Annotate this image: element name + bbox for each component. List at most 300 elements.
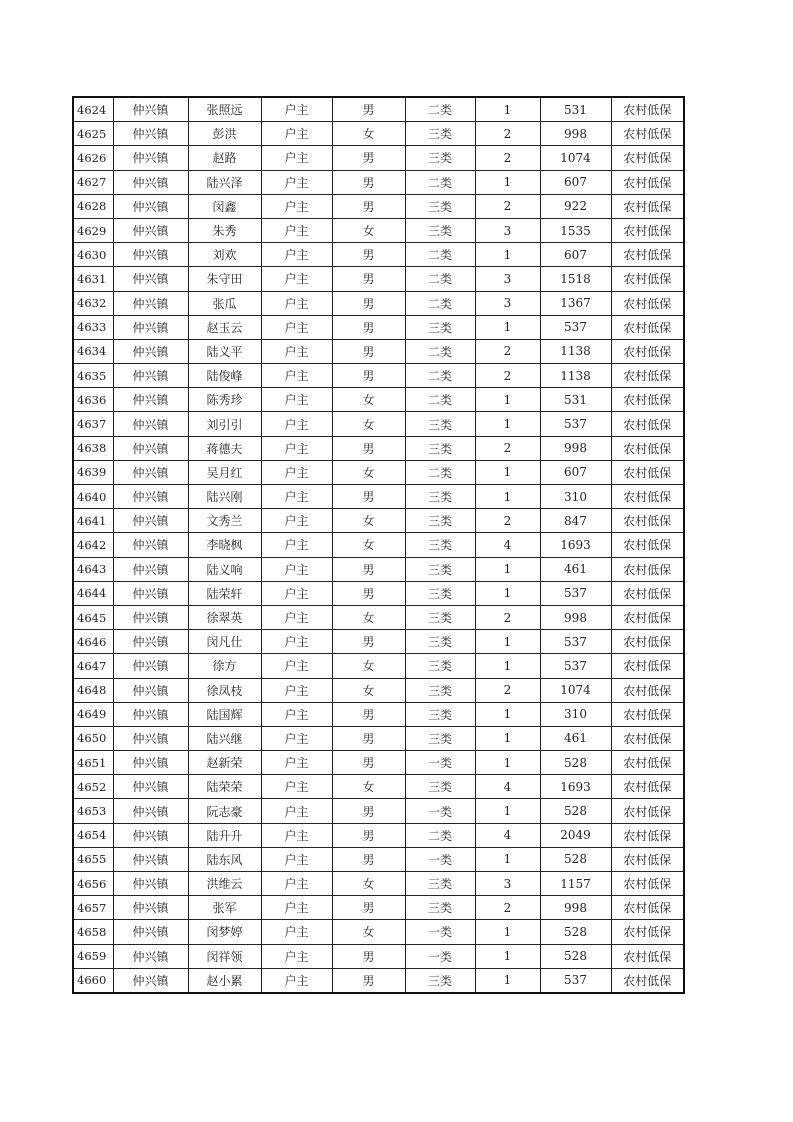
cell-household-size: 2 bbox=[475, 436, 540, 460]
cell-amount: 1074 bbox=[540, 146, 611, 170]
cell-household-size: 1 bbox=[475, 315, 540, 339]
cell-row-number: 4646 bbox=[73, 630, 113, 654]
cell-household-size: 1 bbox=[475, 557, 540, 581]
roster-table bbox=[72, 96, 685, 994]
cell-row-number: 4639 bbox=[73, 460, 113, 484]
cell-row-number: 4648 bbox=[73, 678, 113, 702]
table-row bbox=[73, 944, 684, 968]
cell-assistance-type: 农村低保 bbox=[611, 726, 684, 750]
cell-town: 仲兴镇 bbox=[113, 291, 188, 315]
cell-name: 闵凡仕 bbox=[188, 630, 261, 654]
cell-name: 陆俊峰 bbox=[188, 364, 261, 388]
cell-relation: 户主 bbox=[261, 847, 332, 871]
cell-category: 三类 bbox=[405, 194, 475, 218]
cell-assistance-type: 农村低保 bbox=[611, 872, 684, 896]
cell-assistance-type: 农村低保 bbox=[611, 968, 684, 993]
cell-amount: 607 bbox=[540, 243, 611, 267]
cell-name: 文秀兰 bbox=[188, 509, 261, 533]
cell-household-size: 3 bbox=[475, 872, 540, 896]
cell-gender: 男 bbox=[332, 896, 405, 920]
cell-relation: 户主 bbox=[261, 485, 332, 509]
cell-name: 赵路 bbox=[188, 146, 261, 170]
cell-name: 闵梦婷 bbox=[188, 920, 261, 944]
cell-gender: 女 bbox=[332, 775, 405, 799]
cell-household-size: 1 bbox=[475, 968, 540, 993]
cell-relation: 户主 bbox=[261, 533, 332, 557]
cell-household-size: 2 bbox=[475, 194, 540, 218]
cell-town: 仲兴镇 bbox=[113, 97, 188, 122]
cell-household-size: 1 bbox=[475, 97, 540, 122]
cell-category: 三类 bbox=[405, 678, 475, 702]
cell-row-number: 4638 bbox=[73, 436, 113, 460]
cell-row-number: 4640 bbox=[73, 485, 113, 509]
cell-assistance-type: 农村低保 bbox=[611, 581, 684, 605]
cell-category: 二类 bbox=[405, 364, 475, 388]
cell-category: 一类 bbox=[405, 847, 475, 871]
cell-assistance-type: 农村低保 bbox=[611, 896, 684, 920]
cell-gender: 女 bbox=[332, 533, 405, 557]
cell-town: 仲兴镇 bbox=[113, 847, 188, 871]
cell-amount: 310 bbox=[540, 485, 611, 509]
cell-row-number: 4649 bbox=[73, 702, 113, 726]
cell-name: 刘欢 bbox=[188, 243, 261, 267]
cell-assistance-type: 农村低保 bbox=[611, 460, 684, 484]
cell-row-number: 4647 bbox=[73, 654, 113, 678]
cell-row-number: 4657 bbox=[73, 896, 113, 920]
cell-assistance-type: 农村低保 bbox=[611, 775, 684, 799]
cell-town: 仲兴镇 bbox=[113, 315, 188, 339]
cell-amount: 922 bbox=[540, 194, 611, 218]
cell-relation: 户主 bbox=[261, 896, 332, 920]
table-row bbox=[73, 751, 684, 775]
cell-name: 蒋德夫 bbox=[188, 436, 261, 460]
cell-category: 二类 bbox=[405, 823, 475, 847]
cell-household-size: 1 bbox=[475, 581, 540, 605]
cell-relation: 户主 bbox=[261, 968, 332, 993]
cell-gender: 女 bbox=[332, 872, 405, 896]
table-row bbox=[73, 267, 684, 291]
cell-gender: 男 bbox=[332, 751, 405, 775]
cell-category: 二类 bbox=[405, 460, 475, 484]
table-row bbox=[73, 654, 684, 678]
cell-amount: 998 bbox=[540, 605, 611, 629]
cell-category: 三类 bbox=[405, 557, 475, 581]
cell-gender: 男 bbox=[332, 315, 405, 339]
cell-household-size: 1 bbox=[475, 654, 540, 678]
cell-category: 三类 bbox=[405, 146, 475, 170]
cell-town: 仲兴镇 bbox=[113, 485, 188, 509]
cell-row-number: 4629 bbox=[73, 218, 113, 242]
cell-town: 仲兴镇 bbox=[113, 412, 188, 436]
cell-town: 仲兴镇 bbox=[113, 243, 188, 267]
table-row bbox=[73, 460, 684, 484]
cell-row-number: 4652 bbox=[73, 775, 113, 799]
cell-gender: 男 bbox=[332, 267, 405, 291]
cell-relation: 户主 bbox=[261, 823, 332, 847]
cell-name: 陆兴继 bbox=[188, 726, 261, 750]
cell-name: 闵祥领 bbox=[188, 944, 261, 968]
cell-name: 陆东风 bbox=[188, 847, 261, 871]
cell-name: 阮志豪 bbox=[188, 799, 261, 823]
cell-assistance-type: 农村低保 bbox=[611, 364, 684, 388]
cell-household-size: 3 bbox=[475, 291, 540, 315]
table-row bbox=[73, 605, 684, 629]
cell-category: 三类 bbox=[405, 509, 475, 533]
cell-category: 三类 bbox=[405, 218, 475, 242]
table-row bbox=[73, 726, 684, 750]
cell-amount: 528 bbox=[540, 920, 611, 944]
cell-category: 一类 bbox=[405, 799, 475, 823]
cell-name: 张瓜 bbox=[188, 291, 261, 315]
cell-assistance-type: 农村低保 bbox=[611, 291, 684, 315]
cell-town: 仲兴镇 bbox=[113, 436, 188, 460]
table-row bbox=[73, 557, 684, 581]
cell-town: 仲兴镇 bbox=[113, 630, 188, 654]
cell-household-size: 1 bbox=[475, 847, 540, 871]
cell-relation: 户主 bbox=[261, 460, 332, 484]
cell-amount: 1693 bbox=[540, 775, 611, 799]
cell-amount: 310 bbox=[540, 702, 611, 726]
cell-household-size: 1 bbox=[475, 485, 540, 509]
table-row bbox=[73, 509, 684, 533]
cell-town: 仲兴镇 bbox=[113, 654, 188, 678]
cell-assistance-type: 农村低保 bbox=[611, 146, 684, 170]
cell-relation: 户主 bbox=[261, 630, 332, 654]
cell-household-size: 1 bbox=[475, 726, 540, 750]
cell-amount: 1518 bbox=[540, 267, 611, 291]
cell-amount: 607 bbox=[540, 460, 611, 484]
cell-amount: 998 bbox=[540, 896, 611, 920]
table-row bbox=[73, 218, 684, 242]
cell-gender: 女 bbox=[332, 460, 405, 484]
cell-gender: 男 bbox=[332, 968, 405, 993]
cell-amount: 1074 bbox=[540, 678, 611, 702]
table-row bbox=[73, 799, 684, 823]
cell-gender: 女 bbox=[332, 678, 405, 702]
cell-relation: 户主 bbox=[261, 170, 332, 194]
cell-row-number: 4650 bbox=[73, 726, 113, 750]
cell-gender: 男 bbox=[332, 847, 405, 871]
cell-category: 三类 bbox=[405, 702, 475, 726]
cell-assistance-type: 农村低保 bbox=[611, 194, 684, 218]
cell-assistance-type: 农村低保 bbox=[611, 630, 684, 654]
cell-town: 仲兴镇 bbox=[113, 944, 188, 968]
cell-amount: 2049 bbox=[540, 823, 611, 847]
cell-household-size: 2 bbox=[475, 339, 540, 363]
cell-household-size: 2 bbox=[475, 509, 540, 533]
cell-name: 闵鑫 bbox=[188, 194, 261, 218]
cell-gender: 女 bbox=[332, 605, 405, 629]
cell-row-number: 4643 bbox=[73, 557, 113, 581]
cell-name: 赵玉云 bbox=[188, 315, 261, 339]
cell-relation: 户主 bbox=[261, 799, 332, 823]
cell-relation: 户主 bbox=[261, 509, 332, 533]
cell-category: 三类 bbox=[405, 122, 475, 146]
cell-amount: 1138 bbox=[540, 364, 611, 388]
cell-gender: 男 bbox=[332, 170, 405, 194]
cell-town: 仲兴镇 bbox=[113, 920, 188, 944]
cell-assistance-type: 农村低保 bbox=[611, 436, 684, 460]
cell-name: 李晓枫 bbox=[188, 533, 261, 557]
cell-row-number: 4660 bbox=[73, 968, 113, 993]
cell-town: 仲兴镇 bbox=[113, 702, 188, 726]
cell-gender: 男 bbox=[332, 823, 405, 847]
cell-town: 仲兴镇 bbox=[113, 388, 188, 412]
cell-category: 二类 bbox=[405, 291, 475, 315]
cell-category: 三类 bbox=[405, 485, 475, 509]
cell-name: 陆荣轩 bbox=[188, 581, 261, 605]
cell-gender: 女 bbox=[332, 654, 405, 678]
cell-assistance-type: 农村低保 bbox=[611, 654, 684, 678]
cell-name: 徐凤枝 bbox=[188, 678, 261, 702]
cell-gender: 男 bbox=[332, 194, 405, 218]
cell-assistance-type: 农村低保 bbox=[611, 678, 684, 702]
cell-relation: 户主 bbox=[261, 920, 332, 944]
cell-town: 仲兴镇 bbox=[113, 170, 188, 194]
table-row bbox=[73, 896, 684, 920]
cell-row-number: 4626 bbox=[73, 146, 113, 170]
cell-town: 仲兴镇 bbox=[113, 581, 188, 605]
cell-assistance-type: 农村低保 bbox=[611, 170, 684, 194]
cell-row-number: 4636 bbox=[73, 388, 113, 412]
cell-category: 二类 bbox=[405, 97, 475, 122]
cell-relation: 户主 bbox=[261, 315, 332, 339]
cell-relation: 户主 bbox=[261, 267, 332, 291]
table-row bbox=[73, 436, 684, 460]
table-row bbox=[73, 146, 684, 170]
cell-assistance-type: 农村低保 bbox=[611, 243, 684, 267]
cell-name: 陆义平 bbox=[188, 339, 261, 363]
cell-town: 仲兴镇 bbox=[113, 605, 188, 629]
cell-category: 二类 bbox=[405, 388, 475, 412]
cell-relation: 户主 bbox=[261, 218, 332, 242]
cell-name: 陆兴刚 bbox=[188, 485, 261, 509]
cell-town: 仲兴镇 bbox=[113, 678, 188, 702]
cell-name: 赵新荣 bbox=[188, 751, 261, 775]
cell-amount: 528 bbox=[540, 944, 611, 968]
table-row bbox=[73, 485, 684, 509]
table-row bbox=[73, 122, 684, 146]
cell-name: 洪维云 bbox=[188, 872, 261, 896]
cell-amount: 998 bbox=[540, 122, 611, 146]
table-row bbox=[73, 702, 684, 726]
cell-gender: 男 bbox=[332, 726, 405, 750]
cell-row-number: 4658 bbox=[73, 920, 113, 944]
cell-category: 三类 bbox=[405, 315, 475, 339]
cell-household-size: 1 bbox=[475, 799, 540, 823]
cell-category: 二类 bbox=[405, 170, 475, 194]
cell-household-size: 3 bbox=[475, 218, 540, 242]
cell-household-size: 4 bbox=[475, 533, 540, 557]
cell-gender: 女 bbox=[332, 920, 405, 944]
cell-household-size: 2 bbox=[475, 122, 540, 146]
cell-gender: 男 bbox=[332, 630, 405, 654]
cell-amount: 537 bbox=[540, 630, 611, 654]
cell-relation: 户主 bbox=[261, 581, 332, 605]
cell-relation: 户主 bbox=[261, 726, 332, 750]
cell-assistance-type: 农村低保 bbox=[611, 920, 684, 944]
cell-amount: 537 bbox=[540, 412, 611, 436]
cell-town: 仲兴镇 bbox=[113, 267, 188, 291]
cell-amount: 461 bbox=[540, 726, 611, 750]
cell-row-number: 4637 bbox=[73, 412, 113, 436]
cell-name: 张照远 bbox=[188, 97, 261, 122]
table-row bbox=[73, 823, 684, 847]
cell-amount: 1367 bbox=[540, 291, 611, 315]
cell-name: 朱守田 bbox=[188, 267, 261, 291]
cell-relation: 户主 bbox=[261, 364, 332, 388]
table-row bbox=[73, 968, 684, 993]
table-row bbox=[73, 194, 684, 218]
cell-town: 仲兴镇 bbox=[113, 896, 188, 920]
cell-name: 徐翠英 bbox=[188, 605, 261, 629]
cell-household-size: 3 bbox=[475, 267, 540, 291]
cell-row-number: 4634 bbox=[73, 339, 113, 363]
cell-household-size: 2 bbox=[475, 605, 540, 629]
cell-name: 吴月红 bbox=[188, 460, 261, 484]
cell-category: 一类 bbox=[405, 920, 475, 944]
cell-amount: 528 bbox=[540, 799, 611, 823]
table-row bbox=[73, 678, 684, 702]
cell-gender: 女 bbox=[332, 412, 405, 436]
cell-gender: 男 bbox=[332, 485, 405, 509]
cell-name: 陆义响 bbox=[188, 557, 261, 581]
cell-relation: 户主 bbox=[261, 605, 332, 629]
cell-relation: 户主 bbox=[261, 194, 332, 218]
cell-row-number: 4628 bbox=[73, 194, 113, 218]
cell-town: 仲兴镇 bbox=[113, 726, 188, 750]
cell-name: 赵小累 bbox=[188, 968, 261, 993]
cell-relation: 户主 bbox=[261, 678, 332, 702]
cell-amount: 1138 bbox=[540, 339, 611, 363]
cell-relation: 户主 bbox=[261, 243, 332, 267]
table-row bbox=[73, 412, 684, 436]
cell-relation: 户主 bbox=[261, 122, 332, 146]
cell-household-size: 2 bbox=[475, 896, 540, 920]
cell-category: 三类 bbox=[405, 896, 475, 920]
cell-relation: 户主 bbox=[261, 436, 332, 460]
cell-category: 三类 bbox=[405, 533, 475, 557]
cell-relation: 户主 bbox=[261, 944, 332, 968]
cell-row-number: 4642 bbox=[73, 533, 113, 557]
cell-name: 刘引引 bbox=[188, 412, 261, 436]
cell-town: 仲兴镇 bbox=[113, 533, 188, 557]
table-row bbox=[73, 630, 684, 654]
cell-name: 陆兴泽 bbox=[188, 170, 261, 194]
cell-gender: 女 bbox=[332, 218, 405, 242]
cell-town: 仲兴镇 bbox=[113, 968, 188, 993]
cell-row-number: 4625 bbox=[73, 122, 113, 146]
cell-category: 三类 bbox=[405, 775, 475, 799]
cell-town: 仲兴镇 bbox=[113, 509, 188, 533]
cell-amount: 461 bbox=[540, 557, 611, 581]
cell-household-size: 1 bbox=[475, 170, 540, 194]
cell-assistance-type: 农村低保 bbox=[611, 509, 684, 533]
cell-town: 仲兴镇 bbox=[113, 460, 188, 484]
cell-row-number: 4631 bbox=[73, 267, 113, 291]
cell-town: 仲兴镇 bbox=[113, 364, 188, 388]
cell-relation: 户主 bbox=[261, 291, 332, 315]
cell-gender: 男 bbox=[332, 581, 405, 605]
table-row bbox=[73, 364, 684, 388]
cell-amount: 998 bbox=[540, 436, 611, 460]
cell-assistance-type: 农村低保 bbox=[611, 944, 684, 968]
cell-relation: 户主 bbox=[261, 97, 332, 122]
cell-assistance-type: 农村低保 bbox=[611, 702, 684, 726]
cell-town: 仲兴镇 bbox=[113, 194, 188, 218]
cell-relation: 户主 bbox=[261, 702, 332, 726]
cell-gender: 男 bbox=[332, 944, 405, 968]
cell-household-size: 1 bbox=[475, 944, 540, 968]
cell-assistance-type: 农村低保 bbox=[611, 267, 684, 291]
cell-household-size: 1 bbox=[475, 702, 540, 726]
cell-assistance-type: 农村低保 bbox=[611, 557, 684, 581]
cell-gender: 男 bbox=[332, 799, 405, 823]
cell-household-size: 1 bbox=[475, 243, 540, 267]
cell-category: 二类 bbox=[405, 267, 475, 291]
cell-category: 三类 bbox=[405, 654, 475, 678]
cell-gender: 男 bbox=[332, 339, 405, 363]
cell-category: 三类 bbox=[405, 872, 475, 896]
cell-assistance-type: 农村低保 bbox=[611, 339, 684, 363]
cell-category: 二类 bbox=[405, 243, 475, 267]
cell-household-size: 1 bbox=[475, 920, 540, 944]
cell-amount: 528 bbox=[540, 751, 611, 775]
cell-relation: 户主 bbox=[261, 146, 332, 170]
cell-town: 仲兴镇 bbox=[113, 218, 188, 242]
table-row bbox=[73, 315, 684, 339]
cell-row-number: 4655 bbox=[73, 847, 113, 871]
cell-row-number: 4627 bbox=[73, 170, 113, 194]
table-row bbox=[73, 243, 684, 267]
cell-category: 一类 bbox=[405, 944, 475, 968]
cell-town: 仲兴镇 bbox=[113, 557, 188, 581]
cell-relation: 户主 bbox=[261, 557, 332, 581]
cell-relation: 户主 bbox=[261, 654, 332, 678]
cell-category: 三类 bbox=[405, 605, 475, 629]
table-row bbox=[73, 775, 684, 799]
cell-name: 陆升升 bbox=[188, 823, 261, 847]
cell-amount: 537 bbox=[540, 654, 611, 678]
table-row bbox=[73, 170, 684, 194]
table-row bbox=[73, 97, 684, 122]
cell-town: 仲兴镇 bbox=[113, 122, 188, 146]
cell-category: 一类 bbox=[405, 751, 475, 775]
cell-gender: 男 bbox=[332, 557, 405, 581]
cell-household-size: 1 bbox=[475, 460, 540, 484]
cell-household-size: 2 bbox=[475, 146, 540, 170]
cell-gender: 女 bbox=[332, 122, 405, 146]
cell-gender: 男 bbox=[332, 146, 405, 170]
cell-assistance-type: 农村低保 bbox=[611, 823, 684, 847]
table-row bbox=[73, 581, 684, 605]
cell-row-number: 4656 bbox=[73, 872, 113, 896]
cell-amount: 1157 bbox=[540, 872, 611, 896]
table-row bbox=[73, 872, 684, 896]
cell-assistance-type: 农村低保 bbox=[611, 533, 684, 557]
cell-town: 仲兴镇 bbox=[113, 146, 188, 170]
cell-assistance-type: 农村低保 bbox=[611, 97, 684, 122]
table-row bbox=[73, 847, 684, 871]
cell-town: 仲兴镇 bbox=[113, 751, 188, 775]
roster-body bbox=[73, 97, 684, 993]
cell-town: 仲兴镇 bbox=[113, 872, 188, 896]
cell-amount: 537 bbox=[540, 315, 611, 339]
cell-assistance-type: 农村低保 bbox=[611, 218, 684, 242]
cell-row-number: 4654 bbox=[73, 823, 113, 847]
cell-gender: 男 bbox=[332, 436, 405, 460]
cell-assistance-type: 农村低保 bbox=[611, 799, 684, 823]
